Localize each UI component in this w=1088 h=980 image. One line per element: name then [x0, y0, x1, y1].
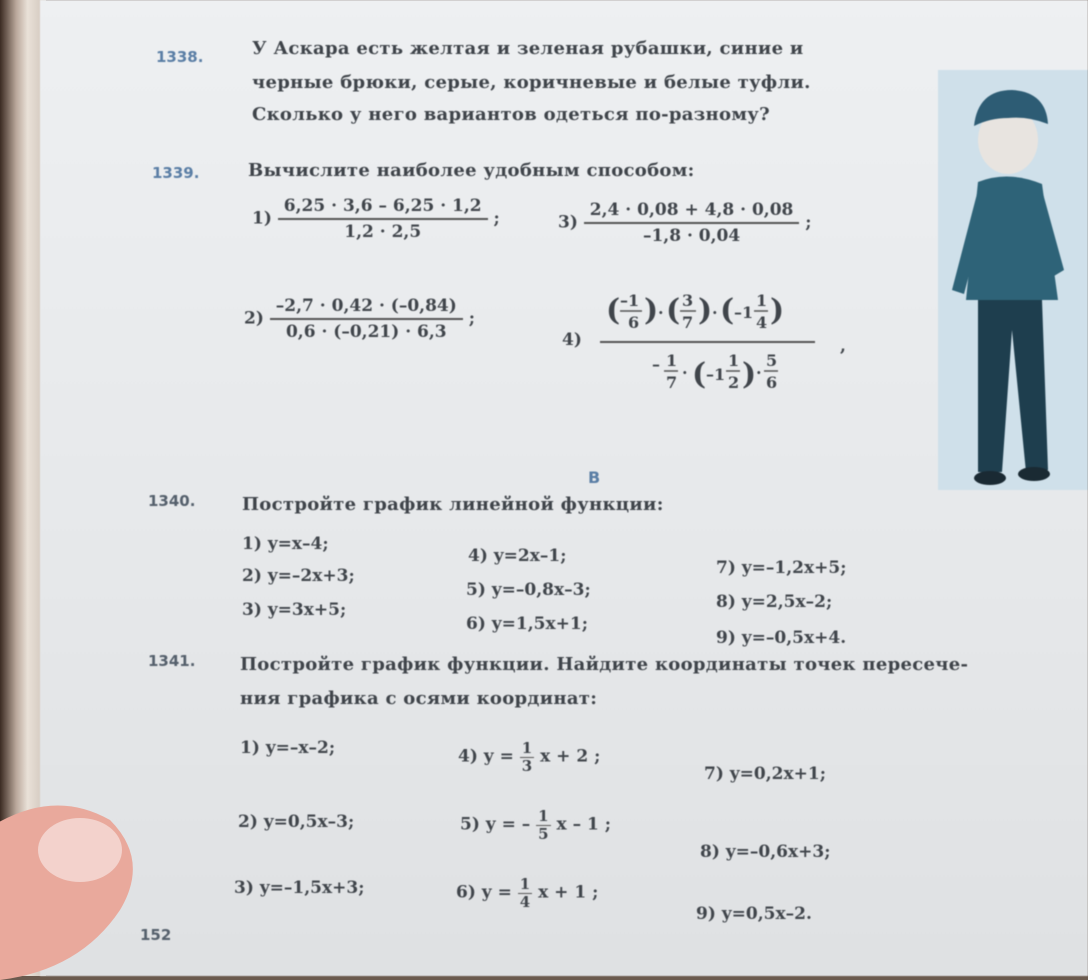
problem-1339-item-4-end: , [840, 336, 846, 356]
svg-text:): ) [698, 293, 713, 328]
svg-text:1: 1 [666, 351, 678, 370]
svg-text:7: 7 [682, 313, 694, 332]
svg-text:): ) [742, 357, 757, 392]
svg-text:6: 6 [766, 373, 778, 392]
problem-1339-text: Вычислите наиболее удобным способом: [248, 160, 695, 181]
problem-1340-item: 1) y=x–4; [242, 534, 329, 554]
svg-text:·: · [658, 303, 664, 322]
problem-1340-item: 6) y=1,5x+1; [466, 614, 588, 634]
svg-text:6: 6 [628, 313, 640, 332]
problem-1339-item-4-label: 4) [562, 330, 582, 350]
page-number: 152 [140, 926, 172, 944]
problem-1338-line-3: Сколько у него вариантов одеться по-разному? [252, 104, 770, 125]
svg-text:(: ( [606, 293, 621, 328]
svg-text:(: ( [720, 293, 735, 328]
svg-text:2: 2 [728, 373, 740, 392]
problem-1340-item: 7) y=–1,2x+5; [716, 558, 847, 578]
svg-text:–: – [652, 355, 660, 374]
problem-1341-item-6: 6) y = $\frac{1}{4}$ x + 1 ; [456, 875, 599, 911]
problem-1340-item: 9) y=–0,5x+4. [716, 628, 847, 648]
problem-1340-text: Постройте график линейной функции: [242, 494, 664, 515]
problem-number-1340: 1340. [148, 492, 196, 510]
problem-1340-item: 4) y=2x–1; [468, 546, 567, 566]
problem-1340-item: 5) y=–0,8x–3; [466, 580, 591, 600]
problem-1341-item-3: 3) y=–1,5x+3; [234, 878, 365, 898]
problem-1339-item-1: 1) $\frac{6,25 \cdot 3,6 - 6,25 \cdot 1,2}{1,2 \cdot 2,5}$ ; [252, 196, 500, 242]
problem-1341-line-1: Постройте график функции. Найдите координаты точек пересече- [240, 654, 969, 675]
svg-text:–1: –1 [734, 303, 754, 322]
problem-1340-item: 8) y=2,5x–2; [716, 592, 833, 612]
fraction: $\frac{6,25 \cdot 3,6 - 6,25 \cdot 1,2}{1,2 \cdot 2,5}$ [278, 196, 488, 242]
svg-text:): ) [770, 293, 785, 328]
svg-text:·: · [712, 303, 718, 322]
svg-text:): ) [644, 293, 659, 328]
fraction: $\frac{1}{3}$ [521, 739, 533, 775]
svg-text:–1: –1 [706, 365, 726, 384]
section-letter: B [588, 468, 601, 487]
textbook-page [40, 0, 1088, 976]
finger [0, 790, 140, 980]
problem-number-1341: 1341. [148, 652, 196, 670]
problem-1339-item-2: 2) $\frac{-2,7 \cdot 0,42 \cdot (-0,84)}{0,6 \cdot (-0,21) \cdot 6,3}$ ; [244, 296, 475, 342]
svg-text:·: · [756, 363, 762, 382]
problem-1341-line-2: ния графика с осями координат: [240, 688, 598, 709]
problem-1341-item-4: 4) y = $\frac{1}{3}$ x + 2 ; [458, 739, 601, 775]
svg-text:5: 5 [766, 351, 778, 370]
problem-1341-item-1: 1) y=–x–2; [240, 738, 336, 758]
svg-text:4: 4 [756, 313, 768, 332]
problem-1340-item: 2) y=–2x+3; [242, 566, 355, 586]
fraction: $\frac{1}{4}$ [519, 875, 531, 911]
problem-1341-item-5: 5) y = – $\frac{1}{5}$ x – 1 ; [460, 807, 612, 843]
svg-text:7: 7 [666, 373, 678, 392]
problem-1341-item-8: 8) y=–0,6x+3; [700, 842, 831, 862]
problem-1340-item: 3) y=3x+5; [242, 600, 347, 620]
problem-number-1339: 1339. [152, 164, 200, 182]
problem-1341-item-7: 7) y=0,2x+1; [704, 764, 826, 784]
problem-1339-item-4-expression [600, 280, 860, 430]
svg-text:·: · [682, 363, 688, 382]
fraction: $\frac{1}{5}$ [538, 807, 549, 843]
svg-text:(: ( [692, 357, 707, 392]
fraction: $\frac{2,4 \cdot 0,08 + 4,8 \cdot 0,08}{-1,8 \cdot 0,04}$ [584, 200, 800, 246]
problem-1341-item-9: 9) y=0,5x–2. [696, 904, 812, 924]
problem-1338-line-1: У Аскара есть желтая и зеленая рубашки, синие и [252, 38, 804, 59]
problem-1341-item-2: 2) y=0,5x–3; [238, 812, 355, 832]
problem-1338-line-2: черные брюки, серые, коричневые и белые туфли. [252, 72, 811, 93]
problem-1339-item-3: 3) $\frac{2,4 \cdot 0,08 + 4,8 \cdot 0,08}{-1,8 \cdot 0,04}$ ; [558, 200, 812, 246]
svg-text:1: 1 [728, 351, 740, 370]
svg-text:1: 1 [756, 291, 768, 310]
boy-illustration [938, 70, 1088, 490]
svg-text:3: 3 [682, 291, 694, 310]
fraction: $\frac{-2,7 \cdot 0,42 \cdot (-0,84)}{0,6 \cdot (-0,21) \cdot 6,3}$ [270, 296, 463, 342]
svg-text:–1: –1 [620, 291, 640, 310]
svg-text:(: ( [666, 293, 681, 328]
problem-number-1338: 1338. [156, 48, 204, 66]
